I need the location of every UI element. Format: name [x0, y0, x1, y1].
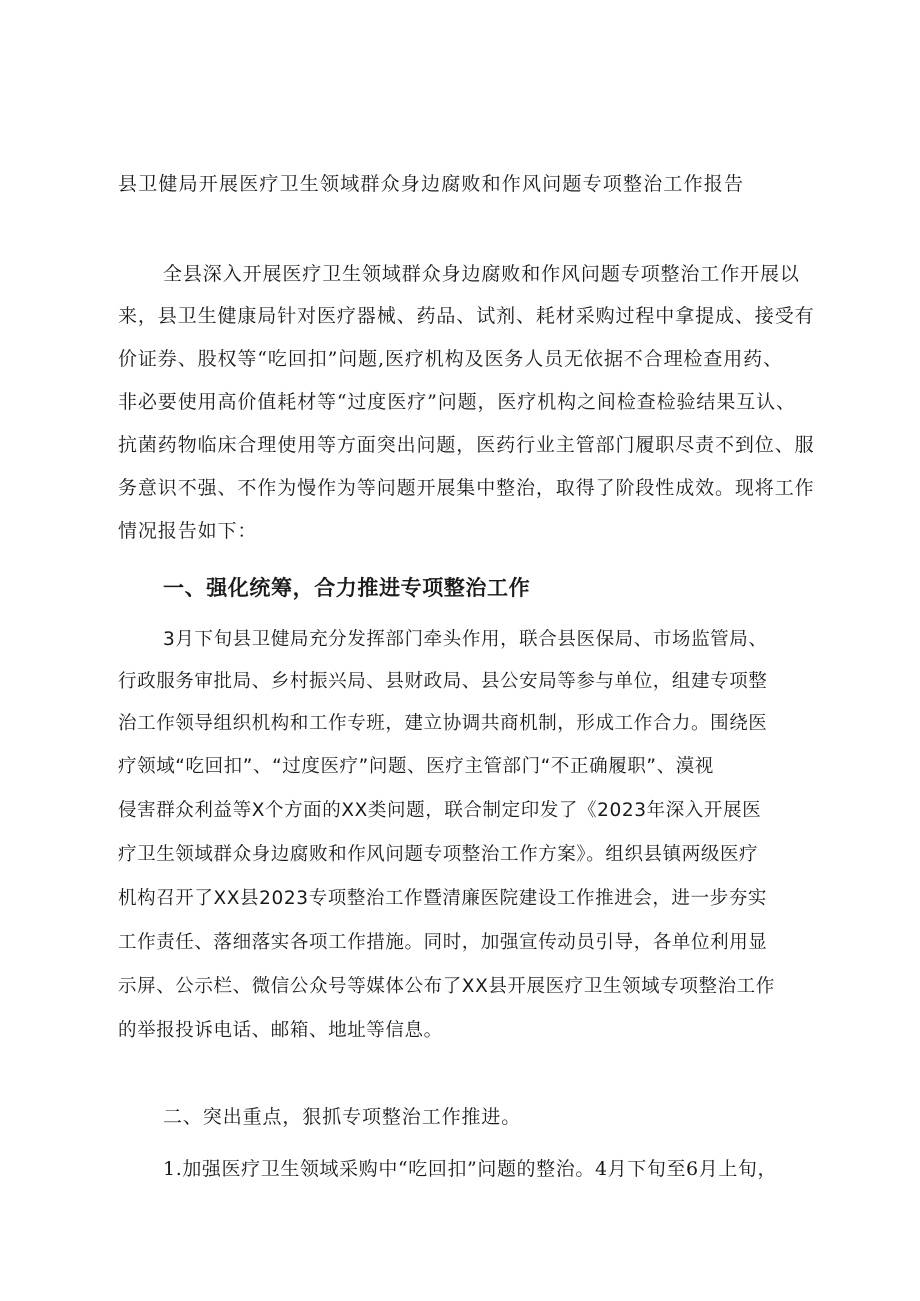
section-2-item-1: 1.加强医疗卫生领域采购中“吃回扣”问题的整治。4月下旬至6月上旬， [163, 1158, 778, 1180]
intro-line: 务意识不强、不作为慢作为等问题开展集中整治，取得了阶段性成效。现将工作 [118, 477, 815, 499]
section-1-line: 行政服务审批局、乡村振兴局、县财政局、县公安局等参与单位，组建专项整 [118, 671, 768, 692]
intro-line: 来，县卫生健康局针对医疗器械、药品、试剂、耗材采购过程中拿提成、接受有 [118, 305, 815, 327]
section-1-line: 工作责任、落细落实各项工作措施。同时，加强宣传动员引导，各单位利用显 [118, 932, 768, 953]
section-1-line: 治工作领导组织机构和工作专班，建立协调共商机制，形成工作合力。围绕医 [118, 713, 768, 734]
section-1-heading: 一、强化统筹，合力推进专项整治工作 [163, 576, 531, 600]
section-1-line: 3月下旬县卫健局充分发挥部门牵头作用，联合县医保局、市场监管局、 [163, 629, 768, 650]
intro-line: 价证券、股权等“吃回扣”问题,医疗机构及医务人员无依据不合理检查用药、 [118, 348, 783, 370]
section-1-line: 疗领域“吃回扣”、“过度医疗”问题、医疗主管部门“不正确履职”、漠视 [118, 756, 714, 777]
intro-line: 全县深入开展医疗卫生领域群众身边腐败和作风问题专项整治工作开展以 [163, 263, 800, 285]
document-title: 县卫健局开展医疗卫生领域群众身边腐败和作风问题专项整治工作报告 [118, 173, 745, 195]
section-1-line: 侵害群众利益等X个方面的XX类问题，联合制定印发了《2023年深入开展医 [118, 800, 762, 821]
section-1-line: 的举报投诉电话、邮箱、地址等信息。 [118, 1020, 443, 1041]
intro-line: 情况报告如下： [118, 520, 258, 542]
intro-line: 非必要使用高价值耗材等“过度医疗”问题，医疗机构之间检查检验结果互认、 [118, 391, 796, 413]
section-2-heading: 二、突出重点，狠抓专项整治工作推进。 [163, 1106, 522, 1128]
section-1-line: 示屏、公示栏、微信公众号等媒体公布了XX县开展医疗卫生领域专项整治工作 [118, 976, 775, 997]
section-1-line: 疗卫生领域群众身边腐败和作风问题专项整治工作方案》。组织县镇两级医疗 [118, 844, 759, 865]
section-1-line: 机构召开了XX县2023专项整治工作暨清廉医院建设工作推进会，进一步夯实 [118, 888, 768, 909]
intro-line: 抗菌药物临床合理使用等方面突出问题，医药行业主管部门履职尽责不到位、服 [118, 434, 815, 456]
